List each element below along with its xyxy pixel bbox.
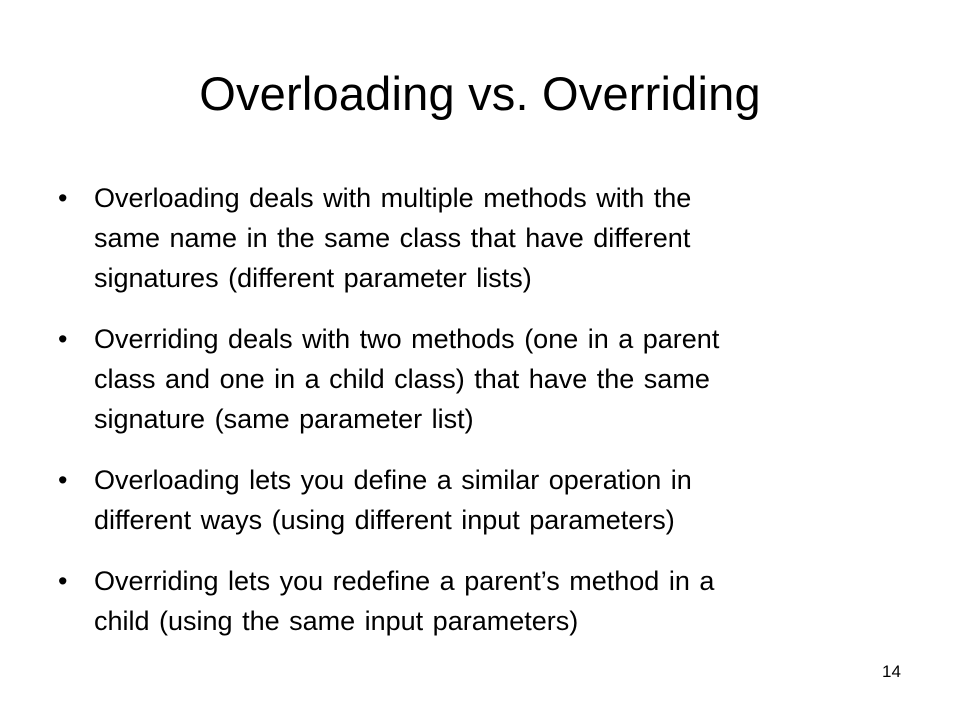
bullet-line: Overloading lets you define a similar operation in xyxy=(94,465,692,495)
bullet-line: Overriding lets you redefine a parent’s method in a xyxy=(94,566,715,596)
page-number: 14 xyxy=(882,662,901,681)
bullet-line: Overriding deals with two methods (one in a parent xyxy=(94,324,720,354)
bullet-line: same name in the same class that have different xyxy=(94,223,691,253)
bullet-line: signature (same parameter list) xyxy=(94,404,474,434)
bullet-item xyxy=(58,561,938,641)
bullet-item xyxy=(58,460,938,540)
bullet-item xyxy=(58,319,938,439)
bullet-dot-icon: • xyxy=(58,183,68,213)
bullet-dot-icon: • xyxy=(58,566,68,596)
bullet-line: different ways (using different input parameters) xyxy=(94,505,675,535)
bullet-line: signatures (different parameter lists) xyxy=(94,263,532,293)
bullet-dot-icon: • xyxy=(58,324,68,354)
bullet-line: class and one in a child class) that have the same xyxy=(94,364,710,394)
bullet-line: Overloading deals with multiple methods with the xyxy=(94,183,692,213)
bullet-list xyxy=(58,178,938,662)
bullet-line: child (using the same input parameters) xyxy=(94,606,579,636)
slide-title: Overloading vs. Overriding xyxy=(199,67,761,120)
bullet-dot-icon: • xyxy=(58,465,68,495)
bullet-item xyxy=(58,178,938,298)
